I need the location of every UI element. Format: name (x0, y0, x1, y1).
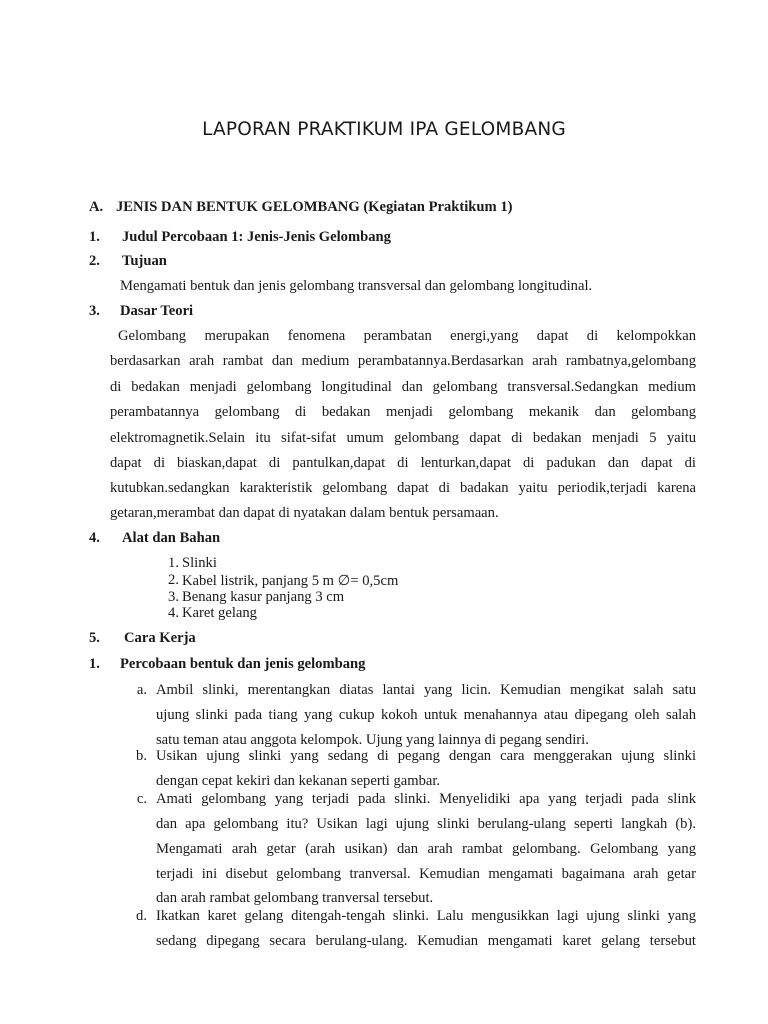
page-title: LAPORAN PRAKTIKUM IPA GELOMBANG (202, 119, 566, 140)
paragraph-line: Gelombang merupakan fenomena perambatan energi,yang dapat di kelompokkan (118, 328, 696, 344)
item-heading-dasar-teori: Dasar Teori (120, 303, 194, 319)
step-line: sedang dipegang secara berulang-ulang. Kemudian mengamati karet gelang tersebut (156, 933, 696, 949)
item-number: 2. (89, 253, 100, 269)
step-line: Amati gelombang yang terjadi pada slinki. Menyelidiki apa yang terjadi pada slink (156, 791, 696, 807)
item-heading-percobaan: Percobaan bentuk dan jenis gelombang (120, 656, 366, 672)
list-number: 4. (168, 605, 179, 621)
paragraph-line: getaran,merambat dan dapat di nyatakan dalam bentuk persamaan. (110, 505, 499, 521)
step-letter: c. (136, 791, 147, 807)
step-line: dan arah rambat gelombang tranversal tersebut. (156, 890, 434, 906)
list-number: 3. (168, 589, 179, 605)
item-heading-alat-bahan: Alat dan Bahan (122, 530, 221, 546)
step-line: Ikatkan karet gelang ditengah-tengah slinki. Lalu mengusikkan lagi ujung slinki yang (156, 908, 696, 924)
step-letter: a. (136, 682, 147, 698)
list-item: Slinki (182, 555, 217, 571)
item-heading-cara-kerja: Cara Kerja (124, 630, 196, 646)
list-number: 2. (168, 572, 179, 588)
section-a-heading: JENIS DAN BENTUK GELOMBANG (Kegiatan Praktikum 1) (116, 199, 513, 215)
step-line: terjadi ini disebut gelombang tranversal. Kemudian mengamati bagaimana arah getar (156, 866, 696, 882)
step-line: Usikan ujung slinki yang sedang di pegang dengan cara menggerakan ujung slinki (156, 748, 696, 764)
step-letter: b. (136, 748, 147, 764)
item-heading-judul: Judul Percobaan 1: Jenis-Jenis Gelombang (122, 229, 391, 245)
item-heading-tujuan: Tujuan (122, 253, 167, 269)
item-number: 4. (89, 530, 100, 546)
section-a-label: A. (89, 199, 104, 215)
list-number: 1. (168, 555, 179, 571)
list-item: Karet gelang (182, 605, 257, 621)
list-item: Benang kasur panjang 3 cm (182, 589, 345, 605)
step-line: Ambil slinki, merentangkan diatas lantai yang licin. Kemudian mengikat salah satu (156, 682, 696, 698)
item-number: 1. (89, 229, 100, 245)
tujuan-text: Mengamati bentuk dan jenis gelombang transversal dan gelombang longitudinal. (120, 278, 593, 294)
paragraph-line: dapat di biaskan,dapat di pantulkan,dapat di lenturkan,dapat di padukan dan dapat di (110, 455, 696, 471)
paragraph-line: elektromagnetik.Selain itu sifat-sifat umum gelombang dapat di bedakan menjadi 5 yaitu (110, 430, 696, 446)
item-number: 1. (89, 656, 100, 672)
paragraph-line: di bedakan menjadi gelombang longitudinal dan gelombang transversal.Sedangkan medium (110, 379, 696, 395)
paragraph-line: perambatannya gelombang di bedakan menjadi gelombang mekanik dan gelombang (110, 404, 696, 420)
item-number: 5. (89, 630, 100, 646)
step-letter: d. (136, 908, 147, 924)
step-line: satu teman atau anggota kelompok. Ujung yang lainnya di pegang sendiri. (156, 732, 589, 748)
list-item: Kabel listrik, panjang 5 m ∅= 0,5cm (182, 573, 399, 589)
step-line: dengan cepat kekiri dan kekanan seperti gambar. (156, 773, 441, 789)
step-line: dan apa gelombang itu? Usikan lagi ujung slinki berulang-ulang seperti langkah (b). (156, 816, 696, 832)
paragraph-line: berdasarkan arah rambat dan medium perambatannya.Berdasarkan arah rambatnya,gelombang (110, 353, 696, 369)
step-line: Mengamati arah getar (arah usikan) dan arah rambat gelombang. Gelombang yang (156, 841, 696, 857)
step-line: ujung slinki pada tiang yang cukup kokoh untuk menahannya atau dipegang oleh salah (156, 707, 696, 723)
item-number: 3. (89, 303, 100, 319)
paragraph-line: kutubkan.sedangkan karakteristik gelombang dapat di badakan yaitu periodik,terjadi karena (110, 480, 696, 496)
